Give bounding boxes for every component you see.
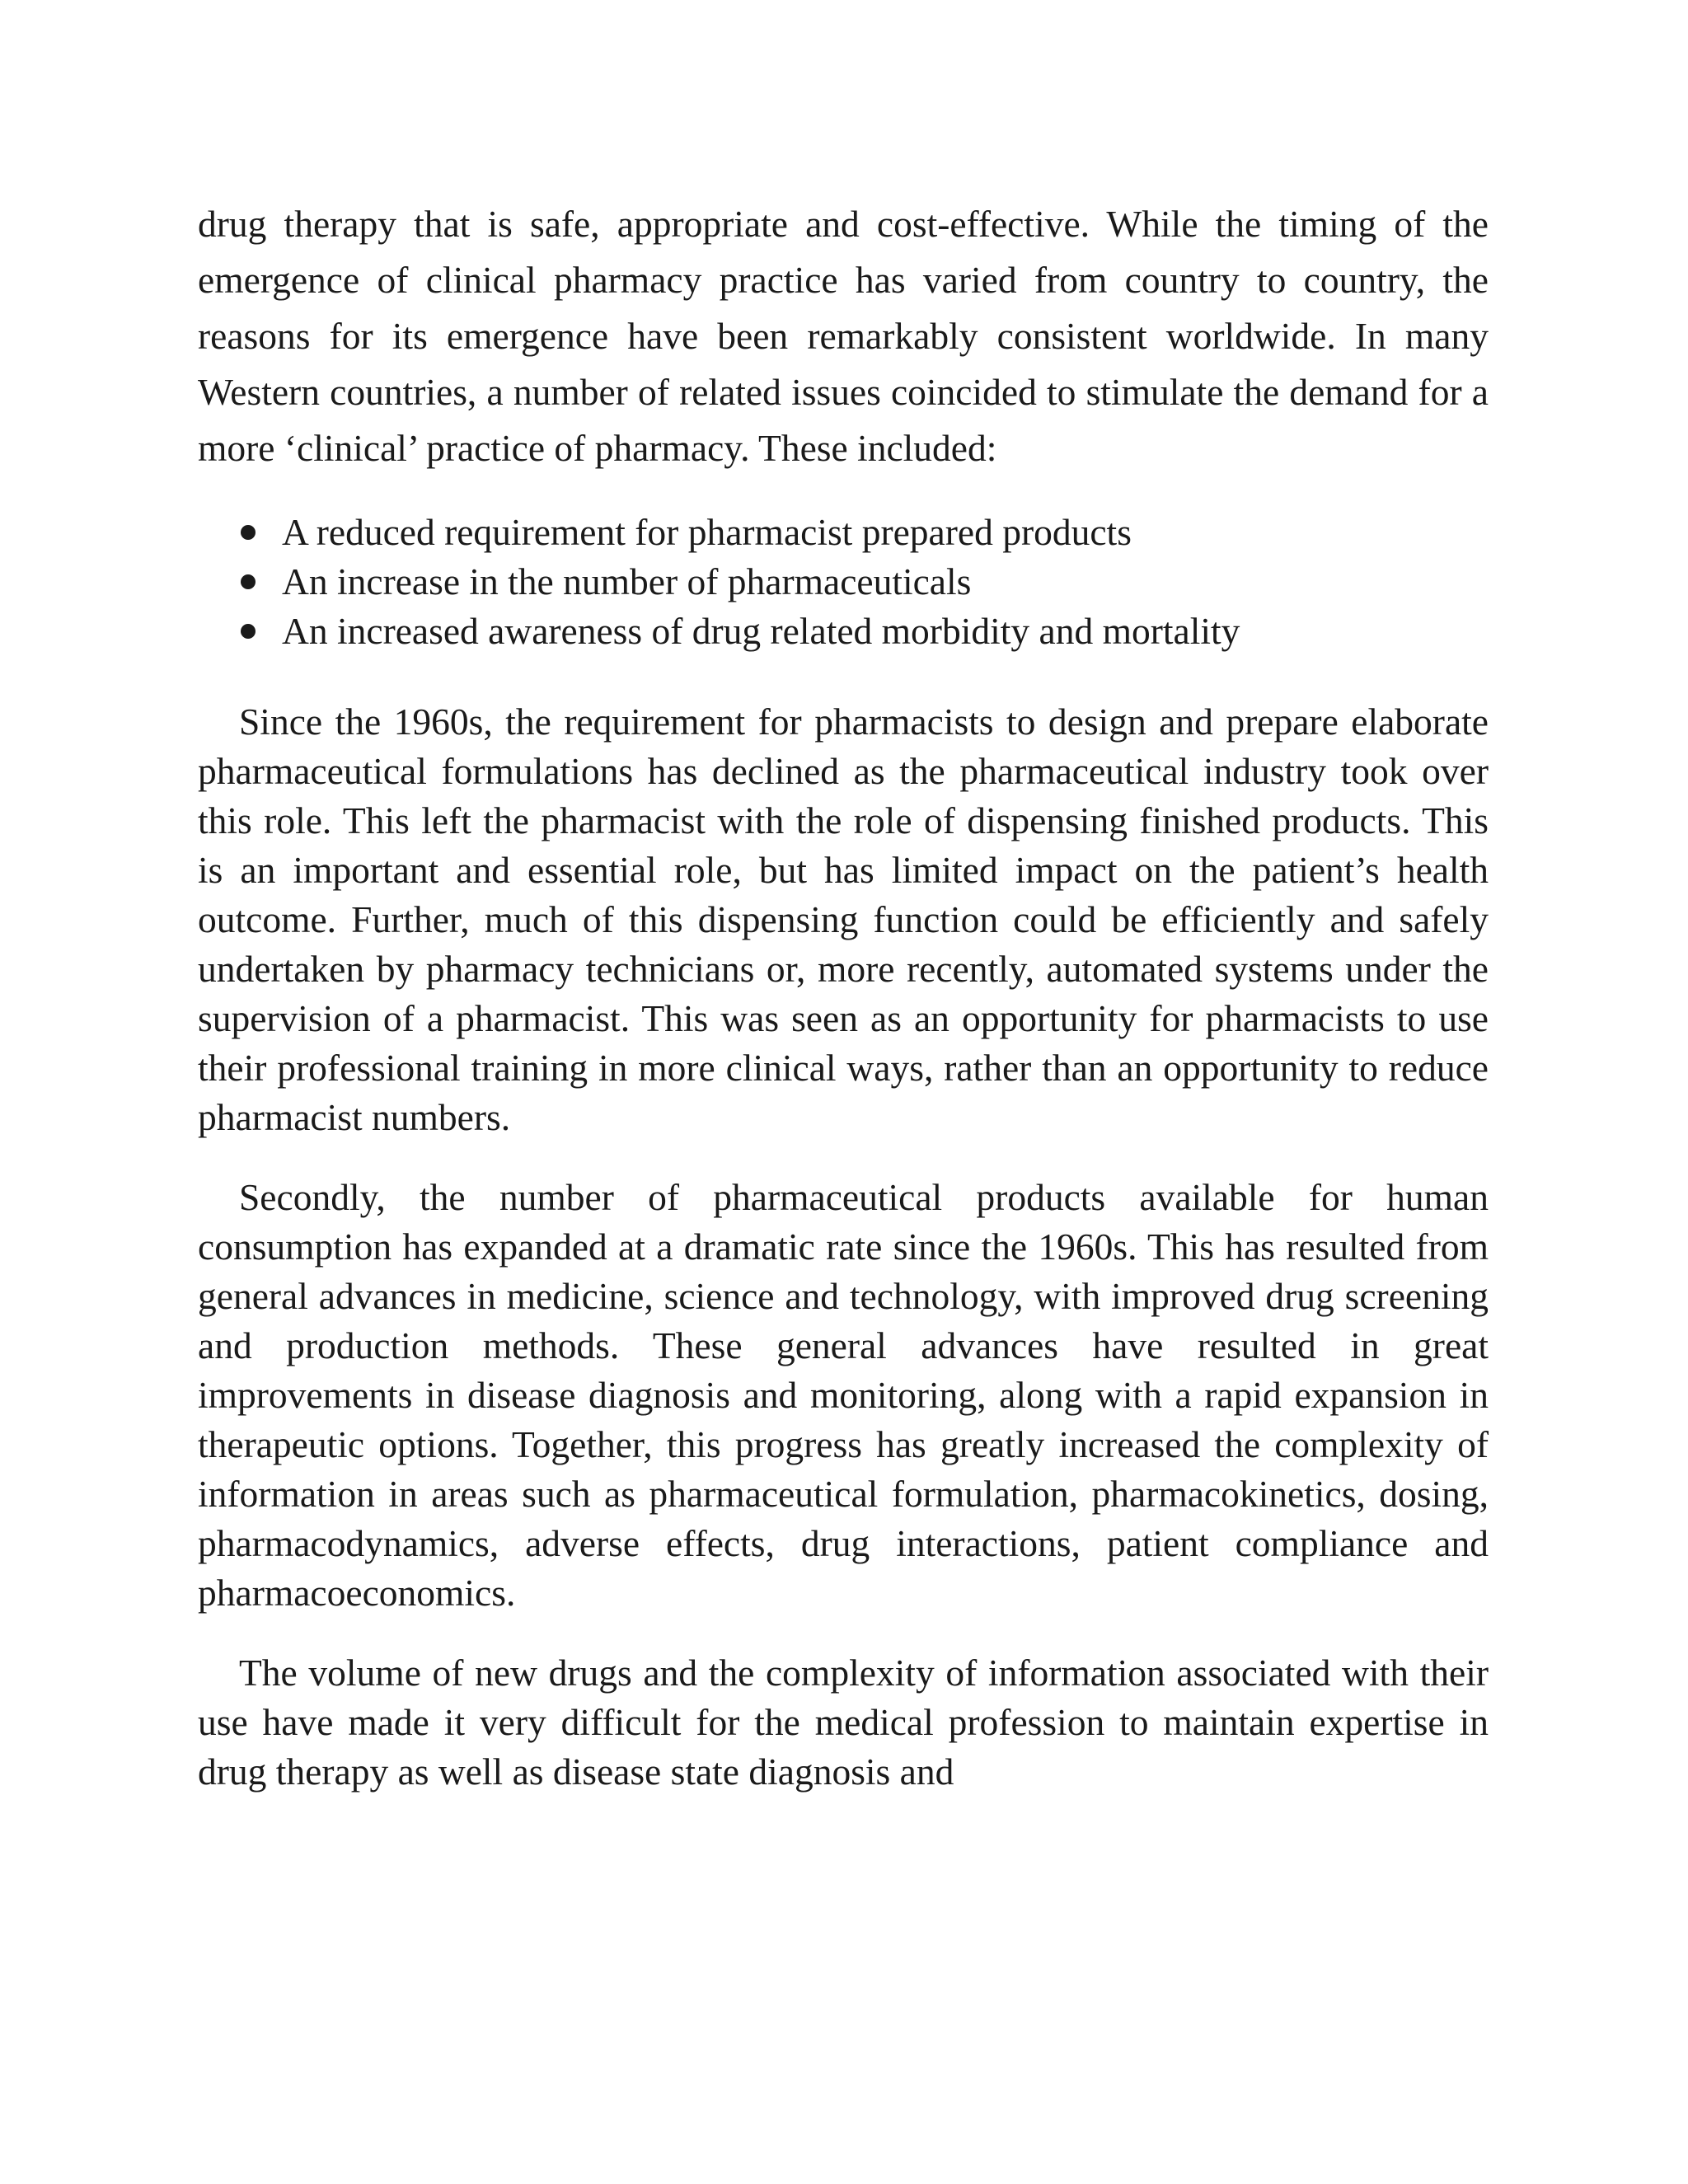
body-paragraph: The volume of new drugs and the complexity of information associated with their use have made it very difficult for the medical profession to maintain expertise in drug therapy as well as disease state diagnosis and	[198, 1652, 1489, 1793]
bullet-item: An increased awareness of drug related morbidity and mortality	[282, 607, 1489, 656]
bullet-item: A reduced requirement for pharmacist prepared products	[282, 508, 1489, 557]
page-body	[198, 196, 1489, 1797]
body-paragraph: Secondly, the number of pharmaceutical products available for human consumption has expanded at a dramatic rate since the 1960s. This has resulted from general advances in medicine, science and technology, with improved drug screening and production methods. These general advances have resulted in great improvements in disease diagnosis and monitoring, along with a rapid expansion in therapeutic options. Together, this progress has greatly increased the complexity of information in areas such as pharmaceutical formulation, pharmacokinetics, dosing, pharmacodynamics, adverse effects, drug interactions, patient compliance and pharmacoeconomics.	[198, 1176, 1489, 1614]
bullet-item: An increase in the number of pharmaceuticals	[282, 557, 1489, 607]
body-paragraph: Since the 1960s, the requirement for pharmacists to design and prepare elaborate pharmaceutical formulations has declined as the pharmaceutical industry took over this role. This left the pharmacist with the role of dispensing finished products. This is an important and essential role, but has limited impact on the patient’s health outcome. Further, much of this dispensing function could be efficiently and safely undertaken by pharmacy technicians or, more recently, automated systems under the supervision of a pharmacist. This was seen as an opportunity for pharmacists to use their professional training in more clinical ways, rather than an opportunity to reduce pharmacist numbers.	[198, 701, 1489, 1138]
intro-paragraph: drug therapy that is safe, appropriate and cost-effective. While the timing of the emergence of clinical pharmacy practice has varied from country to country, the reasons for its emergence have been remarkably consistent worldwide. In many Western countries, a number of related issues coincided to stimulate the demand for a more ‘clinical’ practice of pharmacy. These included:	[198, 203, 1489, 469]
bullet-list	[198, 508, 1489, 656]
